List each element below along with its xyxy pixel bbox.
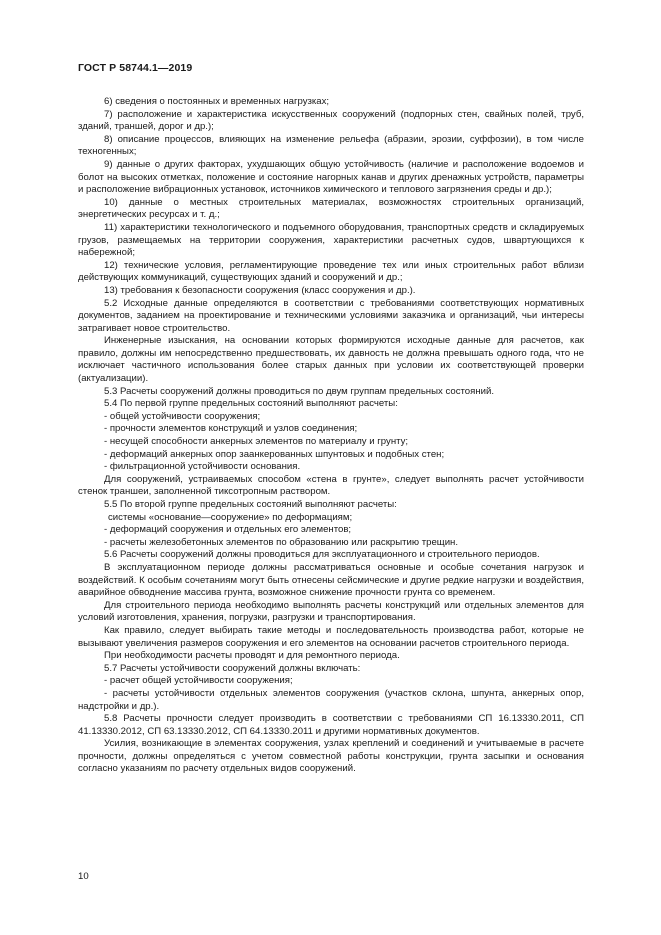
paragraph: При необходимости расчеты проводят и для ремонтного периода. <box>104 650 400 662</box>
paragraph: 8) описание процессов, влияющих на изменение рельефа (абразии, эрозии, суффозии), в том числе техногенных; <box>78 133 584 158</box>
paragraph: Инженерные изыскания, на основании которых формируются исходные данные для расчетов, как правило, должны им непосредственно предшествовать, их давность не должна превышать одного года, что не исключает частичного использования более старых данных при условии их соответствующей проверки (актуализации). <box>78 335 584 385</box>
paragraph: 6) сведения о постоянных и временных нагрузках; <box>104 96 330 107</box>
list-item: - расчеты устойчивости отдельных элементов сооружения (участков склона, шпунта, анкерных опор, надстройки и др.). <box>78 687 584 712</box>
list-item: - расчет общей устойчивости сооружения; <box>104 675 293 687</box>
paragraph: 11) характеристики технологического и подъемного оборудования, транспортных средств и складируемых грузов, размещаемых на территории сооружения, характеристики расчетных судов, швартующихся к набережной; <box>78 221 584 259</box>
paragraph: Усилия, возникающие в элементах сооружения, узлах креплений и соединений и учитываемые в расчете прочности, должны определяться с учетом совместной работы конструкции, грунта засыпки и основания согласно указаниям по расчету отдельных видов сооружений. <box>78 738 584 775</box>
paragraph: 5.4 По первой группе предельных состояний выполняют расчеты: <box>104 398 398 410</box>
paragraph: 12) технические условия, регламентирующие проведение тех или иных строительных работ вблизи действующих коммуникаций, существующих зданий и сооружений и др.; <box>78 259 584 284</box>
list-item: - несущей способности анкерных элементов по материалу и грунту; <box>104 436 409 448</box>
paragraph: 5.2 Исходные данные определяются в соответствии с требованиями соответствующих нормативных документов, заданием на проектирование и техническими условиями заказчика и организаций, чьи интересы затрагивает новое строительство. <box>78 297 584 334</box>
paragraph: 5.3 Расчеты сооружений должны проводиться по двум группам предельных состояний. <box>104 385 495 397</box>
paragraph: 7) расположение и характеристика искусственных сооружений (подпорных стен, свайных полей, труб, зданий, траншей, дорог и др.); <box>78 108 584 133</box>
paragraph: 5.5 По второй группе предельных состояний выполняют расчеты: <box>104 499 397 510</box>
list-item: - прочности элементов конструкций и узлов соединения; <box>104 423 358 435</box>
list-item: - деформаций сооружения и отдельных его элементов; <box>104 524 352 536</box>
paragraph: 13) требования к безопасности сооружения (класс сооружения и др.). <box>104 284 416 296</box>
paragraph: 5.7 Расчеты устойчивости сооружений должны включать: <box>104 662 361 674</box>
list-item: системы «основание—сооружение» по деформациям; <box>108 511 353 523</box>
page-number: 10 <box>78 871 89 882</box>
paragraph: 9) данные о других факторах, ухудшающих общую устойчивость (наличие и расположение водоемов и болот на высоких отметках, положение и состояние нагорных канав и других дренажных устройств, параметры и расположение вибрационных установок, источников химического и теплового загрязнения среды и др.); <box>78 158 584 196</box>
list-item: - деформаций анкерных опор заанкерованных шпунтовых и подобных стен; <box>104 448 445 460</box>
standard-designation: ГОСТ Р 58744.1—2019 <box>78 62 193 74</box>
document-body <box>78 96 584 776</box>
paragraph: Для строительного периода необходимо выполнять расчеты конструкций или отдельных элементов для условий изготовления, хранения, погрузки, разгрузки и транспортирования. <box>78 599 584 624</box>
list-item: - общей устойчивости сооружения; <box>104 410 261 422</box>
list-item: - фильтрационной устойчивости основания. <box>104 461 301 473</box>
paragraph: Для сооружений, устраиваемых способом «стена в грунте», следует выполнять расчет устойчивости стенок траншеи, заполненной тиксотропным раствором. <box>78 473 584 498</box>
paragraph: Как правило, следует выбирать такие методы и последовательность производства работ, которые не вызывают увеличения размеров сооружения и его элементов на основании расчетов строительного периода. <box>78 624 584 649</box>
paragraph: 5.6 Расчеты сооружений должны проводиться для эксплуатационного и строительного периодов. <box>104 549 540 561</box>
list-item: - расчеты железобетонных элементов по образованию или раскрытию трещин. <box>104 536 459 548</box>
paragraph: В эксплуатационном периоде должны рассматриваться основные и особые сочетания нагрузок и воздействий. К особым сочетаниям могут быть отнесены сейсмические и другие редкие нагрузки и воздействия, аварийное обводнение массива грунта, возможное снижение прочности грунта со временем. <box>78 561 584 599</box>
paragraph: 10) данные о местных строительных материалах, возможностях строительных организаций, энергетических ресурсах и т. д.; <box>78 196 584 221</box>
paragraph: 5.8 Расчеты прочности следует производить в соответствии с требованиями СП 16.13330.2011, СП 41.13330.2012, СП 63.13330.2012, СП 64.13330.2011 и другими нормативных документов. <box>78 713 584 737</box>
